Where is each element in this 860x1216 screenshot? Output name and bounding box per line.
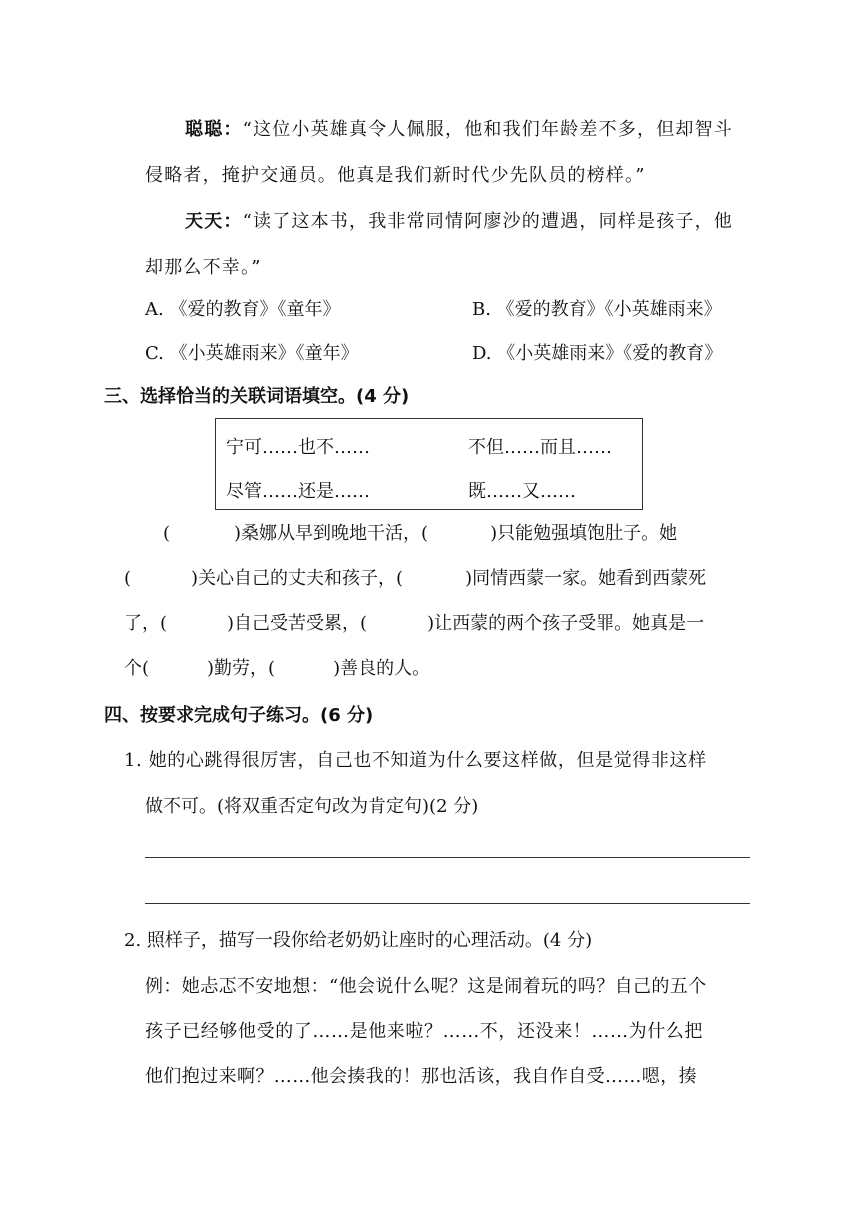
option-a[interactable]: A. 《爱的教育》《童年》	[145, 299, 341, 320]
tiantian-line-1	[185, 210, 733, 234]
q1-line-2	[145, 795, 478, 819]
q1-instruction: 将双重否定句改为肯定句	[224, 796, 423, 817]
answer-line-1[interactable]	[145, 857, 750, 858]
answer-line-2[interactable]	[145, 903, 750, 904]
fill-text: )勤劳，(	[207, 658, 276, 679]
example-line-2: 孩子已经够他受的了……是他来啦？……不，还没来！……为什么把	[145, 1021, 703, 1042]
fill-text: 了，(	[124, 613, 168, 634]
option-b[interactable]: B. 《爱的教育》《小英雄雨来》	[472, 299, 722, 320]
fill-line-2	[124, 567, 706, 591]
tiantian-speaker: 天天：	[185, 211, 243, 232]
congcong-speaker: 聪聪：	[185, 119, 243, 140]
tiantian-quote-1: “读了这本书，我非常同情阿廖沙的遭遇，同样是孩子，他	[242, 211, 734, 232]
option-c[interactable]: C. 《小英雄雨来》《童年》	[145, 343, 359, 364]
fill-text: (	[163, 523, 171, 544]
section-3-title: 三、选择恰当的关联词语填空。(4 分)	[104, 386, 410, 407]
section-4-title: 四、按要求完成句子练习。(6 分)	[104, 705, 374, 726]
fill-line-1	[163, 522, 677, 546]
fill-text: 个(	[124, 658, 150, 679]
example-line-3: 他们抱过来啊？……他会揍我的！那也活该，我自作自受……嗯，揍	[145, 1066, 697, 1087]
congcong-line-2: 侵略者，掩护交通员。他真是我们新时代少先队员的榜样。”	[145, 165, 646, 186]
q1-line-1: 1. 她的心跳得很厉害，自己也不知道为什么要这样做，但是觉得非这样	[124, 750, 707, 771]
example-line-1: 例：她忐忑不安地想：“他会说什么呢？这是闹着玩的吗？自己的五个	[145, 976, 707, 997]
q2-title: 2. 照样子，描写一段你给老奶奶让座时的心理活动。(4 分)	[124, 930, 593, 951]
conjunction-word-box	[215, 418, 643, 510]
word-option: 不但……而且……	[468, 437, 612, 458]
fill-text: )同情西蒙一家。她看到西蒙死	[465, 568, 707, 589]
fill-text: )桑娜从早到晚地干活，(	[234, 523, 429, 544]
tiantian-line-2: 却那么不幸。”	[145, 257, 262, 278]
option-d[interactable]: D. 《小英雄雨来》《爱的教育》	[472, 343, 723, 364]
fill-text: )善良的人。	[333, 658, 431, 679]
congcong-quote-1: “这位小英雄真令人佩服，他和我们年龄差不多，但却智斗	[242, 119, 734, 140]
word-option: 尽管……还是……	[226, 481, 370, 502]
fill-text: (	[124, 568, 132, 589]
q1-text: 做不可。(	[145, 796, 225, 817]
word-option: 既……又……	[468, 481, 576, 502]
fill-line-4	[124, 657, 430, 681]
fill-text: )自己受苦受累，(	[227, 613, 368, 634]
congcong-line-1	[185, 118, 733, 142]
fill-text: )让西蒙的两个孩子受罪。她真是一	[427, 613, 705, 634]
word-option: 宁可……也不……	[226, 437, 370, 458]
fill-text: )只能勉强填饱肚子。她	[490, 523, 678, 544]
q1-score: )(2 分)	[422, 796, 479, 817]
fill-text: )关心自己的丈夫和孩子，(	[191, 568, 404, 589]
fill-line-3	[124, 612, 704, 636]
